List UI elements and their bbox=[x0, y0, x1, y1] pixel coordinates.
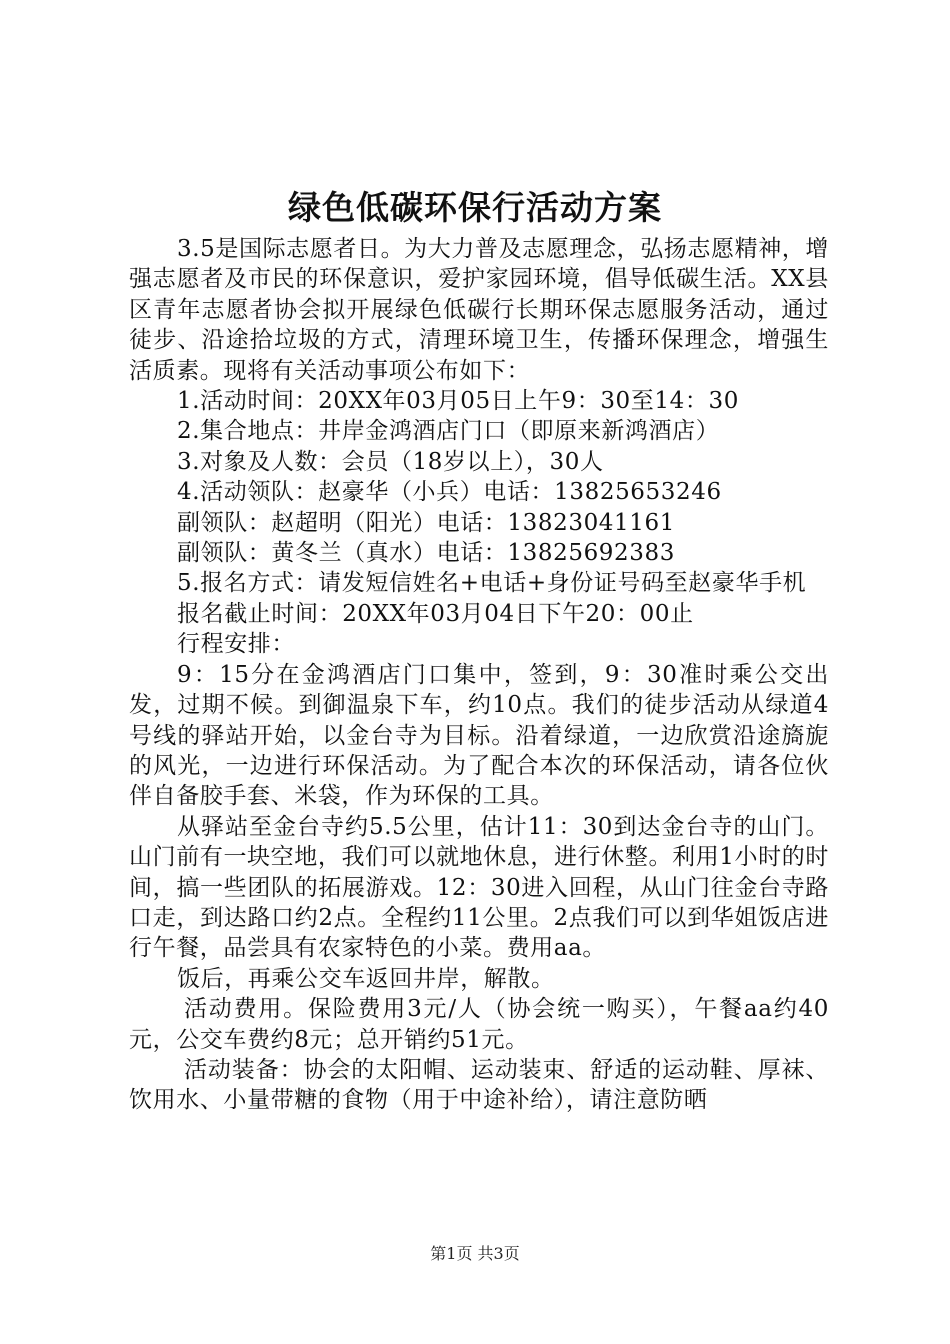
itinerary-paragraph: 9：15分在金鸿酒店门口集中，签到，9：30准时乘公交出发，过期不候。到御温泉下车，约10点。我们的徒步活动从绿道4号线的驿站开始，以金台寺为目标。沿着绿道，一边欣赏沿途旖旎的风光，一边进行环保活动。为了配合本次的环保活动，请各位伙伴自备胶手套、米袋，作为环保的工具。 bbox=[129, 661, 829, 810]
registration-method-item: 5.报名方式：请发短信姓名+电话+身份证号码至赵豪华手机 bbox=[177, 570, 807, 597]
itinerary-heading: 行程安排： bbox=[177, 631, 295, 658]
registration-deadline-item: 报名截止时间：20XX年03月04日下午20：00止 bbox=[177, 600, 694, 627]
activity-cost-paragraph: 活动费用。保险费用3元/人（协会统一购买），午餐aa约40元，公交车费约8元；总开销约51元。 bbox=[129, 996, 829, 1053]
participants-item: 3.对象及人数：会员（18岁以上），30人 bbox=[177, 448, 604, 475]
document-body bbox=[129, 234, 829, 1116]
page-footer: 第1页 共3页 bbox=[430, 1244, 520, 1263]
deputy-leader-item: 副领队：黄冬兰（真水）电话：13825692383 bbox=[177, 540, 675, 567]
intro-paragraph: 3.5是国际志愿者日。为大力普及志愿理念，弘扬志愿精神，增强志愿者及市民的环保意识，爱护家园环境，倡导低碳生活。XX县区青年志愿者协会拟开展绿色低碳行长期环保志愿服务活动，通过徒步、沿途拾垃圾的方式，清理环境卫生，传播环保理念，增强生活质素。现将有关活动事项公布如下： bbox=[129, 236, 829, 384]
activity-time-item: 1.活动时间：20XX年03月05日上午9：30至14：30 bbox=[177, 388, 739, 415]
after-meal-paragraph: 饭后，再乘公交车返回井岸，解散。 bbox=[177, 965, 555, 992]
meeting-place-item: 2.集合地点：井岸金鸿酒店门口（即原来新鸿酒店） bbox=[177, 418, 720, 445]
leader-item: 4.活动领队：赵豪华（小兵）电话：13825653246 bbox=[177, 479, 722, 506]
deputy-leader-item: 副领队：赵超明（阳光）电话：13823041161 bbox=[177, 509, 675, 536]
itinerary-paragraph: 从驿站至金台寺约5.5公里，估计11：30到达金台寺的山门。山门前有一块空地，我们可以就地休息，进行休整。利用1小时的时间，搞一些团队的拓展游戏。12：30进入回程，从山门往金台寺路口走，到达路口约2点。全程约11公里。2点我们可以到华姐饭店进行午餐，品尝具有农家特色的小菜。费用aa。 bbox=[129, 813, 829, 962]
document-title: 绿色低碳环保行活动方案 bbox=[288, 188, 662, 227]
activity-equipment-paragraph: 活动装备：协会的太阳帽、运动装束、舒适的运动鞋、厚袜、饮用水、小量带糖的食物（用于中途补给），请注意防晒 bbox=[129, 1056, 829, 1114]
